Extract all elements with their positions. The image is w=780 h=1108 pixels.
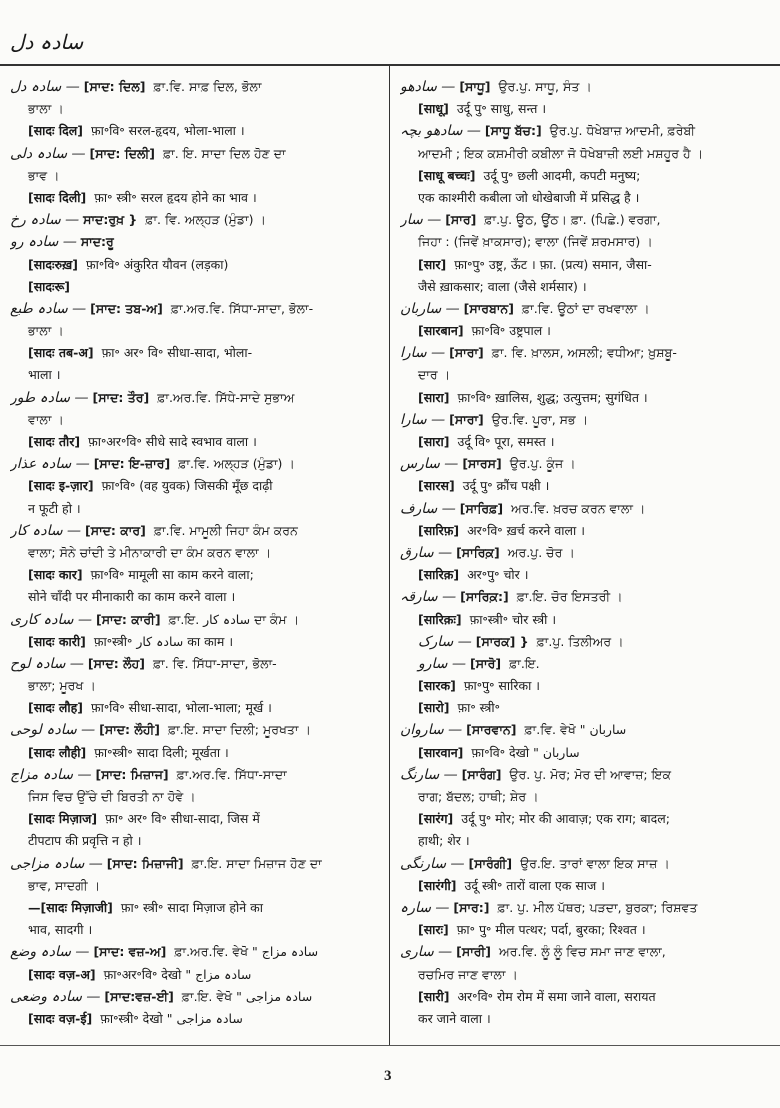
entry-line xyxy=(400,409,772,431)
urdu-headword: سادہ طور — xyxy=(10,389,89,406)
headword: [ਸਾਰ] xyxy=(445,212,477,228)
definition: ਫ਼ਾ.ਇ. xyxy=(509,655,540,671)
entry-line xyxy=(10,631,382,653)
entry-line xyxy=(10,520,382,542)
headword: [ਸਾਰਾ] xyxy=(449,411,484,427)
headword: [ਸਾਦ: ਕਾਰ] xyxy=(85,522,146,538)
urdu-headword: سادہ طبع — xyxy=(10,300,87,317)
entry-line xyxy=(10,120,382,142)
top-rule xyxy=(0,64,780,66)
headword: [ਸਾਦ: ਵਜ਼-ਅ] xyxy=(93,944,167,960)
definition: उर्दू वि॰ पूरा, समस्त । xyxy=(457,434,555,449)
entry-line xyxy=(10,254,382,276)
definition: फ़ा॰स्त्री॰ चोर स्त्री । xyxy=(469,611,557,627)
headword: [सारवान] xyxy=(418,744,464,760)
headword: [सारंगी] xyxy=(418,877,457,893)
left-column xyxy=(10,76,382,1030)
headword: [ਸਾਰੀ] xyxy=(456,944,492,960)
definition: ਫ਼ਾ.ਇ. ਚੋਰ ਇਸਤਰੀ । xyxy=(516,589,623,605)
headword: [सार] xyxy=(418,256,447,272)
entry-line xyxy=(10,187,382,209)
headword: [सारस] xyxy=(418,478,455,494)
headword: [ਸਾਦ: ਲੌਹੀ] xyxy=(99,722,161,738)
definition: फ़ा॰ स्त्री॰ सादा मिज़ाज होने का xyxy=(120,899,263,915)
definition: ਫ਼ਾ. ਇ. ਸਾਦਾ ਦਿਲ ਹੋਣ ਦਾ xyxy=(162,145,286,161)
definition: फ़ा॰ अर॰ वि॰ सीधा-सादा, भोला- xyxy=(101,345,253,361)
entry-line xyxy=(10,742,382,764)
entry-line xyxy=(400,98,772,120)
definition: फ़ा॰ स्त्री॰ xyxy=(457,700,500,716)
urdu-headword: سارک — xyxy=(418,633,472,650)
definition: ਫ਼ਾ. ਪੁ. ਮੀਲ ਪੱਥਰ; ਪੜਦਾ, ਬੁਰਕਾ; ਰਿਸ਼ਵਤ xyxy=(497,899,698,915)
headword: [ਸਾਰਾ] xyxy=(449,345,484,361)
definition: ਫ਼ਾ.ਇ. ਵੇਖੋ " سادہ مزاجی xyxy=(181,988,313,1004)
definition: ਫ਼ਾ.ਵਿ. ਅਲ੍ਹੜ (ਮੁੰਡਾ) । xyxy=(178,456,295,472)
definition: फ़ा॰वि॰ अंकुरित यौवन (लड़का) xyxy=(85,256,229,272)
urdu-headword: سارس — xyxy=(400,456,459,473)
definition: एक काश्मीरी कबीला जो धोखेबाजी में प्रसिद्ध है । xyxy=(418,189,640,205)
definition: ਫ਼ਾ.ਅਰ.ਵਿ. ਵੇਖੋ " سادہ مزاج xyxy=(174,944,319,960)
entry-line xyxy=(400,498,772,520)
entry-line xyxy=(400,120,772,142)
headword: [ਸਾਦ: ਇ-ਜ਼ਾਰ] xyxy=(93,456,171,472)
right-column xyxy=(400,76,772,1030)
entry-line xyxy=(10,697,382,719)
headword: [सारबान] xyxy=(418,323,464,339)
entry-line xyxy=(10,409,382,431)
definition: उर्दू स्त्री॰ तारों वाला एक साज । xyxy=(464,877,605,893)
definition: ਫ਼ਾ.ਵਿ. ਊਠਾਂ ਦਾ ਰਖਵਾਲਾ । xyxy=(521,300,650,316)
column-divider xyxy=(389,64,390,1045)
page-header-handwritten: سادہ دل xyxy=(10,30,84,54)
definition: जैसे ख़ाकसार; वाला (जैसे शर्मसार) । xyxy=(418,278,587,294)
urdu-headword: سادہ مزاج — xyxy=(10,766,92,783)
definition: उर्दू पु॰ मोर; मोर की आवाज़; एक राग; बादल; xyxy=(461,811,670,827)
entry-line xyxy=(400,320,772,342)
headword: [साधू] xyxy=(418,101,449,117)
headword: [ਸਾਦ: ਤਬ-ਅ] xyxy=(90,300,163,316)
definition: ਆਦਮੀ ; ਇਕ ਕਸ਼ਮੀਰੀ ਕਬੀਲਾ ਜੋ ਧੋਖੇਬਾਜ਼ੀ ਲਈ ਮਸ਼ਹੂਰ ਹੈ । xyxy=(418,145,704,161)
headword: [ਸਾਦ: ਲੌਹ] xyxy=(87,655,145,671)
definition: अर॰वि॰ रोम रोम में समा जाने वाला, सरायत xyxy=(457,988,656,1004)
headword: [ਸਾਰਸ] xyxy=(462,456,502,472)
entry-line xyxy=(10,431,382,453)
definition: ਵਾਲਾ; ਸੋਨੇ ਚਾਂਦੀ ਤੇ ਮੀਨਾਕਾਰੀ ਦਾ ਕੰਮ ਕਰਨ ਵਾਲਾ । xyxy=(28,544,272,560)
entry-line xyxy=(10,475,382,497)
urdu-headword: سادہ مزاجی — xyxy=(10,855,103,872)
headword: [सादः मिज़ाज] xyxy=(28,811,98,827)
entry-line xyxy=(400,941,772,963)
headword: [ਸਾਦ: ਕਾਰੀ] xyxy=(96,611,161,627)
urdu-headword: سادہ لوحی — xyxy=(10,722,96,739)
definition: ਭਾਲਾ । xyxy=(28,323,64,339)
urdu-headword: سادہ دل — xyxy=(10,79,80,95)
headword: —[सादः मिज़ाजी] xyxy=(28,899,113,915)
definition: फ़ा॰वि॰ देखो " ساربان xyxy=(471,744,580,760)
headword: [ਸਾਰੰਗੀ] xyxy=(468,855,513,871)
entry-line xyxy=(400,853,772,875)
urdu-headword: سادھو — xyxy=(400,79,456,95)
entry-line xyxy=(400,719,772,741)
headword: [सादः इ-ज़ार] xyxy=(28,478,94,494)
urdu-headword: سادہ رخ — xyxy=(10,212,80,229)
urdu-headword: ساربان — xyxy=(400,300,460,317)
definition: ਫ਼ਾ. ਵਿ. ਸਿੱਧਾ-ਸਾਦਾ, ਭੋਲਾ- xyxy=(152,655,277,671)
entry-line xyxy=(400,342,772,364)
headword: [ਸਾਰ:] xyxy=(453,899,490,915)
entry-line xyxy=(10,364,382,386)
headword: [सारिक़ः] xyxy=(418,611,462,627)
entry-line xyxy=(10,342,382,364)
entry-line xyxy=(400,431,772,453)
definition: ਭਾਲਾ । xyxy=(28,101,64,117)
entry-line xyxy=(400,298,772,320)
headword: ਸਾਦ:ਰੁਖ਼ } xyxy=(83,212,138,228)
entry-line xyxy=(400,964,772,986)
headword: [सारिक़] xyxy=(418,567,460,583)
entry-line xyxy=(10,209,382,231)
entry-line xyxy=(10,498,382,520)
entry-line xyxy=(400,520,772,542)
entry-line xyxy=(10,919,382,941)
definition: ਅਰ.ਪੁ. ਚੋਰ । xyxy=(507,544,575,560)
headword: [सादःरुख़] xyxy=(28,256,78,272)
definition: ਫ਼ਾ.ਇ. ਸਾਦਾ ਦਿਲੀ; ਮੂਰਖਤਾ । xyxy=(168,722,311,738)
headword: [ਸਾਧੂ ਬੱਚ:] xyxy=(484,123,542,139)
entry-line xyxy=(400,742,772,764)
headword: [ਸਾਰਕ] } xyxy=(475,633,529,649)
urdu-headword: سارو — xyxy=(418,655,466,672)
entry-line xyxy=(10,453,382,475)
entry-line xyxy=(400,786,772,808)
entry-line xyxy=(10,941,382,963)
entry-line xyxy=(10,298,382,320)
headword: [सारा] xyxy=(418,434,450,449)
entry-line xyxy=(10,986,382,1008)
headword: [ਸਾਰਿਕ਼] xyxy=(456,544,500,560)
headword: [ਸਾਦ: ਦਿਲ] xyxy=(83,79,146,94)
definition: हाथी; शेर । xyxy=(418,833,470,849)
definition: फ़ा॰ अर॰ वि॰ सीधा-सादा, जिस में xyxy=(105,811,260,827)
definition: ਰਚਮਿਰ ਜਾਣ ਵਾਲਾ । xyxy=(418,966,518,982)
definition: ਅਰ.ਵਿ. ਖ਼ਰਚ ਕਰਨ ਵਾਲਾ । xyxy=(511,500,646,516)
definition: भाला । xyxy=(28,367,61,383)
entry-line xyxy=(10,231,382,253)
definition: कर जाने वाला । xyxy=(418,1010,491,1026)
urdu-headword: سارنگ — xyxy=(400,766,458,783)
headword: [सादः वज़-अ] xyxy=(28,966,96,982)
bottom-rule xyxy=(0,1045,780,1046)
headword: [ਸਾਦ: ਮਿਜ਼ਾਜੀ] xyxy=(106,855,184,871)
headword: [सादः लौही] xyxy=(28,744,87,760)
entry-line xyxy=(400,364,772,386)
entry-line xyxy=(10,165,382,187)
entry-line xyxy=(10,786,382,808)
entry-line xyxy=(400,609,772,631)
headword: [ਸਾਰਬਾਨ] xyxy=(463,300,514,316)
definition: ਉਰ.ਵਿ. ਪੂਰਾ, ਸਭ । xyxy=(491,411,589,427)
entry-line xyxy=(400,808,772,830)
headword: ਸਾਦ:ਰੂ xyxy=(80,234,114,250)
definition: फ़ा॰वि॰ ख़ालिस, शुद्ध; उत्युत्तम; सुगंधित । xyxy=(457,389,648,405)
headword: [सादः दिल] xyxy=(28,123,83,139)
headword: [साधू बच्चः] xyxy=(418,167,476,183)
definition: फ़ा॰ पु॰ मील पत्थर; पर्दा, बुरका; रिश्वत । xyxy=(456,922,646,938)
urdu-headword: سار — xyxy=(400,212,442,229)
definition: फ़ा॰स्त्री॰ سادہ کار का काम । xyxy=(93,633,234,649)
definition: टीपटाप की प्रवृत्ति न हो । xyxy=(28,833,142,849)
headword: [ਸਾਦ:ਵਜ਼-ਈ] xyxy=(104,988,174,1004)
headword: [सारा] xyxy=(418,389,450,405)
definition: ਫ਼ਾ.ਅਰ.ਵਿ. ਸਿੱਧੇ-ਸਾਦੇ ਸੁਭਾਅ xyxy=(157,389,295,405)
entry-line xyxy=(10,76,382,98)
urdu-headword: ساروان — xyxy=(400,722,463,739)
entry-line xyxy=(400,919,772,941)
entry-line xyxy=(400,675,772,697)
entry-line xyxy=(400,897,772,919)
entry-line xyxy=(400,143,772,165)
urdu-headword: سادہ لوح — xyxy=(10,655,84,672)
entry-line xyxy=(10,98,382,120)
definition: ਭਾਵ । xyxy=(28,167,60,183)
entry-line xyxy=(400,542,772,564)
headword: [सादः दिली] xyxy=(28,189,87,205)
definition: फ़ा॰वि॰ सीधा-सादा, भोला-भाला; मूर्ख । xyxy=(90,700,272,716)
definition: फ़ा॰ स्त्री॰ सरल हृदय होने का भाव । xyxy=(94,189,257,205)
headword: [सारिफ़] xyxy=(418,522,460,538)
definition: ਰਾਗ; ਬੱਦਲ; ਹਾਥੀ; ਸ਼ੇਰ । xyxy=(418,789,539,804)
definition: ਉਰ.ਪੁ. ਸਾਧੂ, ਸੰਤ । xyxy=(498,79,592,94)
entry-line xyxy=(10,964,382,986)
headword: [ਸਾਰਵਾਨ] xyxy=(466,722,517,738)
definition: फ़ा॰पु॰ उष्ट्र, ऊँट । फ़ा. (प्रत्य) समान, जैसा- xyxy=(454,256,652,272)
entry-line xyxy=(10,719,382,741)
entry-line xyxy=(400,1008,772,1030)
urdu-headword: سادہ وضعی — xyxy=(10,988,101,1005)
definition: ਫ਼ਾ. ਵਿ. ਅਲ੍ਹੜ (ਮੁੰਡਾ) । xyxy=(145,212,266,228)
urdu-headword: سارقہ — xyxy=(400,589,457,606)
definition: ਵਾਲਾ । xyxy=(28,411,64,427)
definition: ਫ਼ਾ.ਪੁ. ਊਠ, ਊਂਠ। ਫ਼ਾ. (ਪਿਛੇ.) ਵਰਗਾ, xyxy=(484,212,661,228)
definition: ਫ਼ਾ.ਪੁ. ਤਿਲੀਅਰ । xyxy=(536,633,624,649)
definition: ਅਰ.ਵਿ. ਲੂੰ ਲੂੰ ਵਿਚ ਸਮਾ ਜਾਣ ਵਾਲਾ, xyxy=(499,944,666,960)
entry-line xyxy=(400,453,772,475)
urdu-headword: سارف — xyxy=(400,500,456,517)
entry-line xyxy=(400,697,772,719)
entry-line xyxy=(400,387,772,409)
definition: ਉਰ.ਇ. ਤਾਰਾਂ ਵਾਲਾ ਇਕ ਸਾਜ਼ । xyxy=(520,855,670,871)
urdu-headword: سادہ عذار — xyxy=(10,456,90,473)
definition: फ़ा॰वि॰ मामूली सा काम करने वाला; xyxy=(90,567,254,583)
definition: ਭਾਲਾ; ਮੂਰਖ । xyxy=(28,678,96,694)
entry-line xyxy=(400,986,772,1008)
definition: फ़ा॰वि॰ सरल-हृदय, भोला-भाला । xyxy=(90,123,245,139)
definition: ਫ਼ਾ.ਅਰ.ਵਿ. ਸਿੱਧਾ-ਸਾਦਾ, ਭੋਲਾ- xyxy=(170,300,314,316)
entry-line xyxy=(10,320,382,342)
entry-line xyxy=(400,764,772,786)
entry-line xyxy=(400,875,772,897)
headword: [सादः लौह] xyxy=(28,700,83,716)
entry-line xyxy=(10,586,382,608)
headword: [ਸਾਧੂ] xyxy=(459,79,491,94)
entry-line xyxy=(10,675,382,697)
entry-line xyxy=(10,875,382,897)
entry-line xyxy=(400,254,772,276)
urdu-headword: سارہ — xyxy=(400,899,450,916)
entry-line xyxy=(400,564,772,586)
entry-line xyxy=(400,586,772,608)
definition: ਜਿਹਾ : (ਜਿਵੇਂ ਖ਼ਾਕਸਾਰ); ਵਾਲਾ (ਜਿਵੇਂ ਸ਼ਰਮਸਾਰ) । xyxy=(418,234,653,250)
headword: [सारो] xyxy=(418,700,450,716)
headword: [सादः कारी] xyxy=(28,633,86,649)
definition: फ़ा॰अर॰वि॰ सीधे सादे स्वभाव वाला । xyxy=(88,434,257,449)
headword: [ਸਾਰਿਫ਼] xyxy=(459,500,504,516)
headword: [सादः वज़-ई] xyxy=(28,1010,93,1026)
headword: [सारी] xyxy=(418,988,450,1004)
entry-line xyxy=(10,564,382,586)
urdu-headword: سادہ دلی — xyxy=(10,145,86,162)
entry-line xyxy=(400,231,772,253)
headword: [सारक] xyxy=(418,678,456,694)
definition: भाव, सादगी । xyxy=(28,922,93,938)
definition: ਫ਼ਾ.ਵਿ. ਵੇਖੋ " ساربان xyxy=(524,722,627,738)
definition: फ़ा॰स्त्री॰ देखो " سادہ مزاجی xyxy=(100,1010,243,1026)
definition: ਉਰ.ਪੁ. ਧੋਖੇਬਾਜ਼ ਆਦਮੀ, ਫ਼ਰੇਬੀ xyxy=(549,123,696,139)
definition: फ़ा॰वि॰ उष्ट्रपाल । xyxy=(471,323,551,339)
entry-line xyxy=(10,143,382,165)
definition: ਫ਼ਾ.ਵਿ. ਮਾਮੂਲੀ ਜਿਹਾ ਕੰਮ ਕਰਨ xyxy=(153,522,298,538)
urdu-headword: سادہ وضع — xyxy=(10,944,90,961)
entry-line xyxy=(400,187,772,209)
definition: ਉਰ. ਪੁ. ਮੋਰ; ਮੋਰ ਦੀ ਆਵਾਜ਼; ਇਕ xyxy=(509,766,672,782)
definition: उर्दू पु॰ छली आदमी, कपटी मनुष्य; xyxy=(483,167,641,183)
headword: [ਸਾਰੰਗ] xyxy=(461,766,502,782)
headword: [ਸਾਰੋ] xyxy=(469,655,502,671)
headword: [सादःरू] xyxy=(28,278,70,294)
entry-line xyxy=(400,165,772,187)
urdu-headword: ساری — xyxy=(400,944,453,961)
entry-line xyxy=(10,897,382,919)
definition: उर्दू पु॰ क्रौंच पक्षी । xyxy=(462,478,550,494)
definition: ਉਰ.ਪੁ. ਕੂੰਜ । xyxy=(509,456,576,472)
entry-line xyxy=(10,1008,382,1030)
definition: फ़ा॰अर॰वि॰ देखो " سادہ مزاج xyxy=(103,966,252,982)
headword: [सारः] xyxy=(418,922,449,938)
entry-line xyxy=(400,276,772,298)
urdu-headword: سادہ رو — xyxy=(10,234,77,251)
entry-line xyxy=(10,387,382,409)
entry-line xyxy=(10,808,382,830)
entry-line xyxy=(400,653,772,675)
definition: अर॰वि॰ ख़र्च करने वाला । xyxy=(467,522,585,538)
entry-line xyxy=(10,653,382,675)
headword: [सारंग] xyxy=(418,811,454,827)
entry-line xyxy=(10,764,382,786)
entry-line xyxy=(10,542,382,564)
page-number: 3 xyxy=(384,1068,392,1084)
definition: फ़ा॰पु॰ सारिका । xyxy=(463,678,541,694)
entry-line xyxy=(10,853,382,875)
definition: उर्दू पु॰ साधु, सन्त । xyxy=(456,101,547,117)
headword: [ਸਾਦ: ਤੌਰ] xyxy=(92,389,150,405)
entry-line xyxy=(10,276,382,298)
definition: ਜਿਸ ਵਿਚ ਉੱਚੇ ਦੀ ਬਿਰਤੀ ਨਾ ਹੋਵੇ । xyxy=(28,789,196,804)
definition: ਫ਼ਾ.ਇ. ਸਾਦਾ ਮਿਜ਼ਾਜ ਹੋਣ ਦਾ xyxy=(191,855,322,871)
urdu-headword: سادھو بچہ — xyxy=(400,123,481,140)
headword: [ਸਾਦ: ਦਿਲੀ] xyxy=(89,145,155,161)
urdu-headword: سارا — xyxy=(400,411,446,428)
urdu-headword: سادہ کاری — xyxy=(10,611,92,628)
entry-line xyxy=(10,609,382,631)
urdu-headword: سارق — xyxy=(400,544,453,561)
urdu-headword: سارنگی — xyxy=(400,855,465,872)
entry-line xyxy=(400,475,772,497)
definition: फ़ा॰वि॰ (वह युवक) जिसकी मूँछ दाढ़ी xyxy=(101,478,273,494)
headword: [ਸਾਦ: ਮਿਜ਼ਾਜ] xyxy=(95,766,169,782)
entry-line xyxy=(400,209,772,231)
headword: [सादः कार] xyxy=(28,567,83,583)
urdu-headword: سارا — xyxy=(400,345,446,362)
definition: ਦਾਰ । xyxy=(418,367,450,383)
definition: न फूटी हो । xyxy=(28,500,81,516)
headword: [ਸਾਰਿਕ਼:] xyxy=(460,589,509,605)
definition: ਭਾਵ, ਸਾਦਗੀ । xyxy=(28,877,101,893)
definition: अर॰पु॰ चोर । xyxy=(467,567,529,583)
definition: सोने चाँदी पर मीनाकारी का काम करने वाला । xyxy=(28,589,236,605)
definition: ਫ਼ਾ.ਵਿ. ਸਾਫ਼ ਦਿਲ, ਭੋਲਾ xyxy=(153,79,262,94)
definition: ਫ਼ਾ.ਇ. سادہ کار ਦਾ ਕੰਮ । xyxy=(168,611,300,627)
urdu-headword: سادہ کار — xyxy=(10,522,82,539)
definition: ਫ਼ਾ. ਵਿ. ਖ਼ਾਲਸ, ਅਸਲੀ; ਵਧੀਆ; ਖ਼ੁਸ਼ਬੂ- xyxy=(491,345,677,361)
headword: [सादः तब-अ] xyxy=(28,345,94,361)
entry-line xyxy=(400,631,772,653)
entry-line xyxy=(400,76,772,98)
definition: फ़ा॰स्त्री॰ सादा दिली; मूर्खता । xyxy=(94,744,229,760)
definition: ਫ਼ਾ.ਅਰ.ਵਿ. ਸਿੱਧਾ-ਸਾਦਾ xyxy=(176,766,287,782)
headword: [सादः तौर] xyxy=(28,434,81,449)
entry-line xyxy=(10,830,382,852)
entry-line xyxy=(400,830,772,852)
